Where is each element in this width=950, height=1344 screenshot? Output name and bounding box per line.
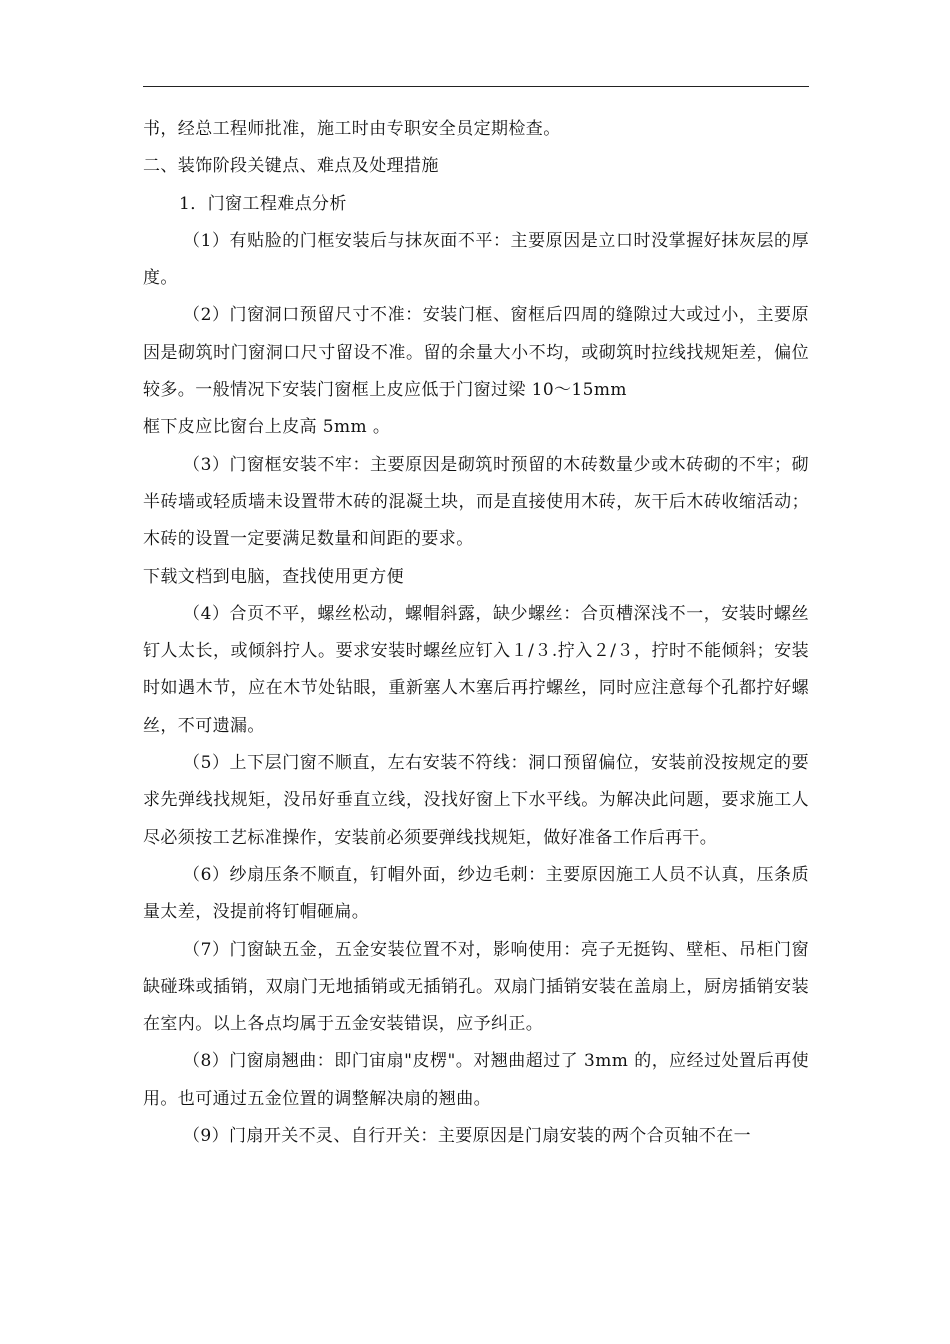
item-8: （8）门窗扇翘曲：即门宙扇"皮楞"。对翘曲超过了 3mm 的，应经过处置后再使用。也可通过五金位置的调整解决扇的翘曲。 <box>143 1051 809 1109</box>
item-1: （1）有贴脸的门框安装后与抹灰面不平：主要原因是立口时没掌握好抹灰层的厚度。 <box>143 230 809 289</box>
subsection-heading: 1．门窗工程难点分析 <box>179 193 347 214</box>
document-body <box>143 111 809 1155</box>
item-4: （4）合页不平，螺丝松动，螺帽斜露，缺少螺丝：合页槽深浅不一，安装时螺丝钉人太长，或倾斜拧人。要求安装时螺丝应钉入１/３.拧入２/３，拧时不能倾斜；安装时如遇木节，应在木节处钻眼，重新塞人木塞后再拧螺丝，同时应注意每个孔都拧好螺丝，不可遗漏。 <box>143 603 809 736</box>
item-3: （3）门窗框安装不牢：主要原因是砌筑时预留的木砖数量少或木砖砌的不牢；砌半砖墙或轻质墙未设置带木砖的混凝土块，而是直接使用木砖，灰干后木砖收缩活动；木砖的设置一定要满足数量和间距的要求。 <box>143 454 809 550</box>
item-7: （7）门窗缺五金，五金安装位置不对，影响使用：亮子无挺钩、壁柜、吊柜门窗缺碰珠或插销，双扇门无地插销或无插销孔。双扇门插销安装在盖扇上，厨房插销安装在室内。以上各点均属于五金安装错误，应予纠正。 <box>143 939 809 1035</box>
section-heading: 二、装饰阶段关键点、难点及处理措施 <box>143 156 439 177</box>
item-2: （2）门窗洞口预留尺寸不准：安装门框、窗框后四周的缝隙过大或过小，主要原因是砌筑时门窗洞口尺寸留设不准。留的余量大小不均，或砌筑时拉线找规矩差，偏位较多。一般情况下安装门窗框上皮应低于门窗过梁 10～15mm 框下皮应比窗台上皮高 5mm 。 <box>143 305 809 438</box>
header-rule <box>143 86 809 87</box>
item-6: （6）纱扇压条不顺直，钉帽外面，纱边毛刺：主要原因施工人员不认真，压条质量太差，没提前将钉帽砸扁。 <box>143 864 809 923</box>
download-note: 下载文档到电脑，查找使用更方便 <box>143 566 404 587</box>
paragraph-continuation: 书，经总工程师批准，施工时由专职安全员定期检查。 <box>143 119 561 139</box>
item-9: （9）门扇开关不灵、自行开关：主要原因是门扇安装的两个合页轴不在一 <box>183 1126 752 1147</box>
item-5: （5）上下层门窗不顺直，左右安装不符线：洞口预留偏位，安装前没按规定的要求先弹线找规矩，没吊好垂直立线，没找好窗上下水平线。为解决此问题，要求施工人尽必须按工艺标准操作，安装前必须要弹线找规矩，做好准备工作后再干。 <box>143 753 809 848</box>
